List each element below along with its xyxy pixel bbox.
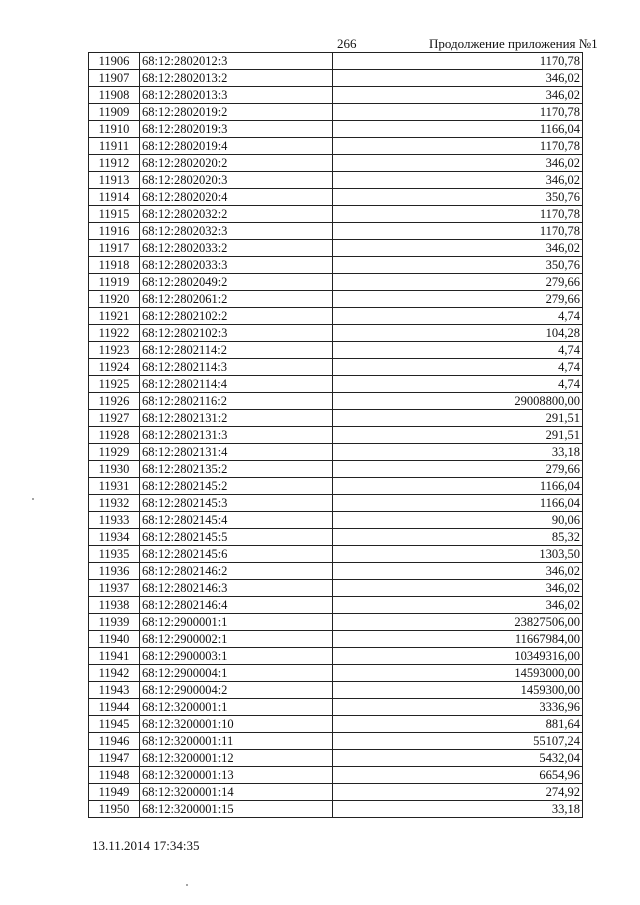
row-number-cell: 11918 [89, 257, 140, 274]
table-row [89, 427, 583, 444]
table-row [89, 240, 583, 257]
table-row [89, 359, 583, 376]
row-number-cell: 11910 [89, 121, 140, 138]
value-cell: 90,06 [333, 512, 583, 529]
row-number-cell: 11925 [89, 376, 140, 393]
table-row [89, 784, 583, 801]
cadastral-number-cell: 68:12:3200001:12 [140, 750, 333, 767]
cadastral-number-cell: 68:12:2802131:2 [140, 410, 333, 427]
row-number-cell: 11915 [89, 206, 140, 223]
value-cell: 350,76 [333, 189, 583, 206]
cadastral-number-cell: 68:12:3200001:10 [140, 716, 333, 733]
value-cell: 1170,78 [333, 223, 583, 240]
row-number-cell: 11916 [89, 223, 140, 240]
value-cell: 279,66 [333, 461, 583, 478]
row-number-cell: 11938 [89, 597, 140, 614]
value-cell: 346,02 [333, 580, 583, 597]
row-number-cell: 11921 [89, 308, 140, 325]
value-cell: 279,66 [333, 291, 583, 308]
table-row [89, 274, 583, 291]
row-number-cell: 11948 [89, 767, 140, 784]
cadastral-number-cell: 68:12:2802102:3 [140, 325, 333, 342]
value-cell: 346,02 [333, 87, 583, 104]
table-row [89, 665, 583, 682]
row-number-cell: 11933 [89, 512, 140, 529]
value-cell: 1166,04 [333, 478, 583, 495]
row-number-cell: 11939 [89, 614, 140, 631]
cadastral-number-cell: 68:12:3200001:14 [140, 784, 333, 801]
value-cell: 14593000,00 [333, 665, 583, 682]
table-row [89, 461, 583, 478]
cadastral-number-cell: 68:12:2802146:2 [140, 563, 333, 580]
table-row [89, 716, 583, 733]
row-number-cell: 11932 [89, 495, 140, 512]
page-caption: Продолжение приложения №1 [429, 36, 598, 51]
table-row [89, 512, 583, 529]
value-cell: 4,74 [333, 308, 583, 325]
value-cell: 6654,96 [333, 767, 583, 784]
table-row [89, 70, 583, 87]
table-row [89, 206, 583, 223]
cadastral-number-cell: 68:12:3200001:13 [140, 767, 333, 784]
row-number-cell: 11940 [89, 631, 140, 648]
row-number-cell: 11923 [89, 342, 140, 359]
row-number-cell: 11919 [89, 274, 140, 291]
row-number-cell: 11912 [89, 155, 140, 172]
cadastral-number-cell: 68:12:2802032:3 [140, 223, 333, 240]
row-number-cell: 11906 [89, 53, 140, 70]
value-cell: 350,76 [333, 257, 583, 274]
table-row [89, 325, 583, 342]
cadastral-number-cell: 68:12:2802020:2 [140, 155, 333, 172]
table-row [89, 597, 583, 614]
table-row [89, 342, 583, 359]
cadastral-number-cell: 68:12:2802146:4 [140, 597, 333, 614]
table-row [89, 529, 583, 546]
cadastral-number-cell: 68:12:2802146:3 [140, 580, 333, 597]
value-cell: 10349316,00 [333, 648, 583, 665]
cadastral-number-cell: 68:12:2802145:2 [140, 478, 333, 495]
cadastral-number-cell: 68:12:2802145:4 [140, 512, 333, 529]
cadastral-number-cell: 68:12:2802019:2 [140, 104, 333, 121]
cadastral-number-cell: 68:12:2900001:1 [140, 614, 333, 631]
value-cell: 279,66 [333, 274, 583, 291]
row-number-cell: 11928 [89, 427, 140, 444]
table-row [89, 580, 583, 597]
cadastral-number-cell: 68:12:3200001:11 [140, 733, 333, 750]
cadastral-number-cell: 68:12:2802061:2 [140, 291, 333, 308]
cadastral-number-cell: 68:12:2802145:3 [140, 495, 333, 512]
cadastral-number-cell: 68:12:3200001:15 [140, 801, 333, 818]
table-row [89, 376, 583, 393]
row-number-cell: 11947 [89, 750, 140, 767]
cadastral-number-cell: 68:12:2802131:3 [140, 427, 333, 444]
value-cell: 1303,50 [333, 546, 583, 563]
row-number-cell: 11930 [89, 461, 140, 478]
value-cell: 104,28 [333, 325, 583, 342]
table-row [89, 104, 583, 121]
value-cell: 346,02 [333, 70, 583, 87]
table-row [89, 733, 583, 750]
value-cell: 1166,04 [333, 121, 583, 138]
cadastral-number-cell: 68:12:2802145:6 [140, 546, 333, 563]
row-number-cell: 11936 [89, 563, 140, 580]
row-number-cell: 11909 [89, 104, 140, 121]
value-cell: 23827506,00 [333, 614, 583, 631]
row-number-cell: 11922 [89, 325, 140, 342]
value-cell: 1166,04 [333, 495, 583, 512]
cadastral-number-cell: 68:12:2900004:1 [140, 665, 333, 682]
row-number-cell: 11937 [89, 580, 140, 597]
table-row [89, 172, 583, 189]
table-row [89, 155, 583, 172]
row-number-cell: 11929 [89, 444, 140, 461]
scan-speck [32, 498, 34, 500]
value-cell: 346,02 [333, 563, 583, 580]
table-row [89, 393, 583, 410]
row-number-cell: 11927 [89, 410, 140, 427]
table-row [89, 138, 583, 155]
table-row [89, 444, 583, 461]
row-number-cell: 11931 [89, 478, 140, 495]
value-cell: 1170,78 [333, 104, 583, 121]
table-row [89, 750, 583, 767]
cadastral-number-cell: 68:12:2802013:3 [140, 87, 333, 104]
table-body [89, 53, 583, 818]
cadastral-number-cell: 68:12:2802114:4 [140, 376, 333, 393]
table-row [89, 631, 583, 648]
row-number-cell: 11926 [89, 393, 140, 410]
value-cell: 346,02 [333, 240, 583, 257]
table-row [89, 682, 583, 699]
value-cell: 346,02 [333, 597, 583, 614]
row-number-cell: 11950 [89, 801, 140, 818]
cadastral-number-cell: 68:12:2802012:3 [140, 53, 333, 70]
value-cell: 5432,04 [333, 750, 583, 767]
row-number-cell: 11944 [89, 699, 140, 716]
value-cell: 3336,96 [333, 699, 583, 716]
cadastral-number-cell: 68:12:2802019:4 [140, 138, 333, 155]
row-number-cell: 11946 [89, 733, 140, 750]
cadastral-number-cell: 68:12:2802145:5 [140, 529, 333, 546]
value-cell: 274,92 [333, 784, 583, 801]
row-number-cell: 11917 [89, 240, 140, 257]
row-number-cell: 11935 [89, 546, 140, 563]
value-cell: 1170,78 [333, 138, 583, 155]
value-cell: 4,74 [333, 376, 583, 393]
table-row [89, 495, 583, 512]
value-cell: 4,74 [333, 342, 583, 359]
value-cell: 291,51 [333, 427, 583, 444]
row-number-cell: 11920 [89, 291, 140, 308]
cadastral-number-cell: 68:12:2802019:3 [140, 121, 333, 138]
value-cell: 291,51 [333, 410, 583, 427]
value-cell: 881,64 [333, 716, 583, 733]
row-number-cell: 11943 [89, 682, 140, 699]
value-cell: 33,18 [333, 444, 583, 461]
row-number-cell: 11913 [89, 172, 140, 189]
value-cell: 1170,78 [333, 206, 583, 223]
cadastral-table [88, 52, 583, 818]
value-cell: 11667984,00 [333, 631, 583, 648]
row-number-cell: 11914 [89, 189, 140, 206]
row-number-cell: 11945 [89, 716, 140, 733]
table-row [89, 223, 583, 240]
row-number-cell: 11907 [89, 70, 140, 87]
cadastral-number-cell: 68:12:2802102:2 [140, 308, 333, 325]
value-cell: 4,74 [333, 359, 583, 376]
table-row [89, 801, 583, 818]
row-number-cell: 11934 [89, 529, 140, 546]
row-number-cell: 11949 [89, 784, 140, 801]
cadastral-number-cell: 68:12:2802033:3 [140, 257, 333, 274]
row-number-cell: 11911 [89, 138, 140, 155]
table-row [89, 478, 583, 495]
cadastral-number-cell: 68:12:2802013:2 [140, 70, 333, 87]
value-cell: 29008800,00 [333, 393, 583, 410]
cadastral-number-cell: 68:12:2802033:2 [140, 240, 333, 257]
cadastral-number-cell: 68:12:2802114:3 [140, 359, 333, 376]
cadastral-number-cell: 68:12:2900003:1 [140, 648, 333, 665]
table-row [89, 189, 583, 206]
value-cell: 346,02 [333, 172, 583, 189]
table-row [89, 563, 583, 580]
row-number-cell: 11941 [89, 648, 140, 665]
table-row [89, 291, 583, 308]
table-row [89, 546, 583, 563]
cadastral-number-cell: 68:12:2802032:2 [140, 206, 333, 223]
scan-speck [186, 884, 188, 886]
print-timestamp: 13.11.2014 17:34:35 [92, 838, 200, 853]
table-row [89, 53, 583, 70]
row-number-cell: 11942 [89, 665, 140, 682]
table-row [89, 121, 583, 138]
table-row [89, 87, 583, 104]
table-row [89, 648, 583, 665]
cadastral-number-cell: 68:12:2802114:2 [140, 342, 333, 359]
value-cell: 1170,78 [333, 53, 583, 70]
row-number-cell: 11908 [89, 87, 140, 104]
value-cell: 85,32 [333, 529, 583, 546]
cadastral-number-cell: 68:12:2900002:1 [140, 631, 333, 648]
table-row [89, 614, 583, 631]
table-row [89, 410, 583, 427]
table-row [89, 699, 583, 716]
cadastral-number-cell: 68:12:2802135:2 [140, 461, 333, 478]
table-row [89, 767, 583, 784]
cadastral-number-cell: 68:12:3200001:1 [140, 699, 333, 716]
table-row [89, 257, 583, 274]
value-cell: 55107,24 [333, 733, 583, 750]
cadastral-number-cell: 68:12:2900004:2 [140, 682, 333, 699]
value-cell: 33,18 [333, 801, 583, 818]
cadastral-number-cell: 68:12:2802116:2 [140, 393, 333, 410]
cadastral-number-cell: 68:12:2802020:4 [140, 189, 333, 206]
page-number: 266 [337, 36, 357, 51]
row-number-cell: 11924 [89, 359, 140, 376]
cadastral-number-cell: 68:12:2802020:3 [140, 172, 333, 189]
value-cell: 1459300,00 [333, 682, 583, 699]
value-cell: 346,02 [333, 155, 583, 172]
cadastral-number-cell: 68:12:2802131:4 [140, 444, 333, 461]
cadastral-number-cell: 68:12:2802049:2 [140, 274, 333, 291]
table-row [89, 308, 583, 325]
